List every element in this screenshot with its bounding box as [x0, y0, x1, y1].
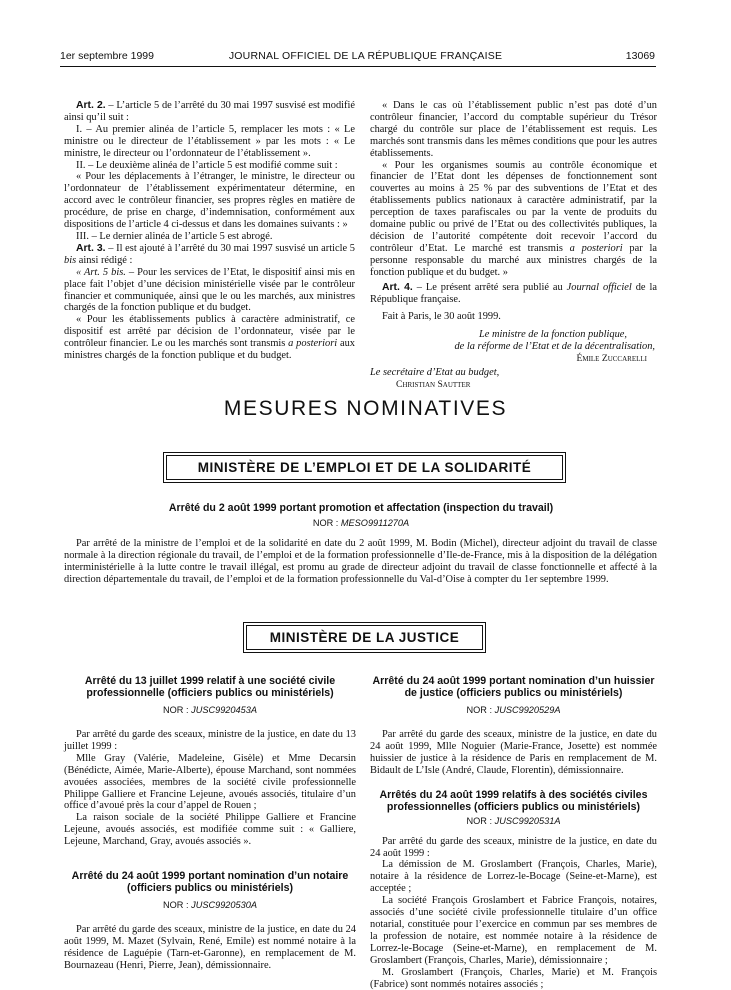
justice-right-column	[370, 675, 657, 990]
arrete-13-juillet-body: Par arrêté du garde des sceaux, ministre de la justice, en date du 13 juillet 1999 : Mlle Gray (Valérie, Madeleine, Gisèle) et Mme Decarsin (Bénédicte, Aimée, Marie-Alberte), épouse Marchand, sont nommées avouées associées, membres de la société civile professionnelle Philippe Galliere et Francine Lejeune, avoués associés, titulaire d’un office d’avoué près la cour d’appel de Rouen ; La raison sociale de la société Philippe Galliere et Francine Lejeune, avoués associés, est modifiée comme suit : « Galliere, Lejeune, Marchand, Gray, avoués associés ».	[64, 729, 356, 848]
section-title: MESURES NOMINATIVES	[223, 397, 508, 420]
emploi-arrete-title: Arrêté du 2 août 1999 portant promotion et affectation (inspection du travail)	[168, 502, 554, 514]
article-4: Art. 4. – Le présent arrêté sera publié au Journal officiel de la République française.	[370, 281, 657, 305]
ministry-emploi-heading: MINISTÈRE DE L’EMPLOI ET DE LA SOLIDARITÉ	[166, 455, 563, 480]
fait-a-paris: Fait à Paris, le 30 août 1999.	[382, 311, 501, 323]
signature-ministre-line-1: Le ministre de la fonction publique,	[479, 329, 627, 341]
arretes-scp-body: Par arrêté du garde des sceaux, ministre de la justice, en date du 24 août 1999 : La démission de M. Groslambert (François, Charles, Marie), notaire à la résidence de Lorrez-le-Bocage (Seine-et-Marne), est acceptée ; La société François Groslambert et Fabrice François, notaires, associés d’une société civile professionnelle titulaire d’un office notarial, constituée pour l’exercice en commun par ses membres de la profession de notaire, est nommée notaire à la résidence de Lorrez-le-Bocage (Seine-et-Marne), en remplacement de M. Groslambert (François, Charles, Marie), démissionnaire ; M. Groslambert (François, Charles, Marie) et M. François (Fabrice) sont nommés notaires associés ;	[370, 835, 657, 990]
header-page-number: 13069	[625, 50, 655, 62]
emploi-body: Par arrêté de la ministre de l’emploi et de la solidarité en date du 2 août 1999, M. Bodin (Michel), directeur adjoint du travail de classe normale à la direction régionale du travail, de l’emploi et de la formation professionnelle d’Ile-de-France, mis à la disposition de la délégation interministérielle à la lutte contre le travail illégal, est promu au grade de directeur adjoint du travail de classe fonctionnelle et affecté à la direction départementale du travail, de l’emploi et de la formation professionnelle du Val-d’Oise à compter du 1er septembre 1999.	[64, 538, 657, 585]
arrete-huissier-title: Arrêté du 24 août 1999 portant nomination d’un huissier de justice (officiers publics ou ministériels)	[372, 675, 655, 699]
article-5-bis-paragraph-2: « Pour les établissements publics à caractère administratif, ce dispositif est arrêté par décision de l’ordonnateur, visée par le contrôleur financier. Le ou les marchés sont transmis a posteriori aux ministres chargés de la fonction publique et du budget.	[64, 314, 355, 362]
arrete-huissier-nor: NOR : JUSC9920529A	[466, 705, 561, 715]
article-2-intro: Art. 2. – L’article 5 de l’arrêté du 30 mai 1997 susvisé est modifié ainsi qu’il suit :	[64, 100, 355, 123]
signature-secretaire-title: Le secrétaire d’Etat au budget,	[370, 367, 500, 379]
article-2-quote: « Pour les déplacements à l’étranger, le ministre, le directeur ou l’ordonnateur de l’établissement expérimentateur détermine, en accord avec le contrôleur financier, ses propres règles en matière de procédure, de prise en charge, d’indemnisation, conformément aux dispositions de l’article 4 ci-dessus et dans les domaines suivants : »	[64, 171, 355, 231]
quote-controleur: « Dans le cas où l’établissement public n’est pas doté d’un contrôleur financier, l’accord du comptable supérieur du Trésor chargé du contrôle sur place de l’établissement est requis. Les marchés sont transmis dans les mêmes conditions que pour les autres établissements.	[370, 100, 657, 159]
quote-organismes: « Pour les organismes soumis au contrôle économique et financier de l’Etat dont les dépenses de fonctionnement sont couvertes au moins à 25 % par des subventions de l’Etat et des établissements publics nationaux à caractère administratif, par la perception de taxes parafiscales ou par la vente de produits du domaine public ou privé de l’Etat ou des collectivités publiques, la décision de l’autorité compétente doit recevoir l’accord du contrôleur d’Etat. Le marché est transmis a posteriori par la personne responsable du marché aux ministres chargés de la fonction publique et du budget. »	[370, 159, 657, 278]
top-left-column	[64, 100, 355, 362]
top-right-column	[370, 100, 657, 391]
ministry-emploi-box	[163, 452, 566, 483]
arrete-13-juillet-nor: NOR : JUSC9920453A	[163, 705, 257, 715]
arretes-scp-title: Arrêtés du 24 août 1999 relatifs à des sociétés civiles professionnelles (officiers publics ou ministériels)	[379, 788, 648, 813]
justice-left-column	[64, 675, 356, 972]
arrete-notaire-nor: NOR : JUSC9920530A	[163, 900, 257, 911]
arrete-notaire-body: Par arrêté du garde des sceaux, ministre de la justice, en date du 24 août 1999, M. Mazet (Sylvain, René, Emile) est nommé notaire à la résidence de Laguépie (Tarn-et-Garonne), en remplacement de M. Bournazeau (Henri, Pierre, Jean), démissionnaire.	[64, 924, 356, 971]
arretes-scp-nor: NOR : JUSC9920531A	[466, 815, 561, 826]
header-journal-title: JOURNAL OFFICIEL DE LA RÉPUBLIQUE FRANÇAISE	[228, 50, 503, 62]
ministry-justice-heading: MINISTÈRE DE LA JUSTICE	[246, 625, 483, 650]
signature-ministre-name: Émile Zuccarelli	[576, 353, 647, 365]
signature-secretaire-name: Christian Sautter	[396, 378, 471, 390]
header-date: 1er septembre 1999	[60, 50, 154, 62]
arrete-notaire-title: Arrêté du 24 août 1999 portant nomination d’un notaire (officiers publics ou ministériels)	[71, 870, 349, 895]
emploi-nor: NOR : MESO9911270A	[312, 518, 410, 528]
arrete-13-juillet-title: Arrêté du 13 juillet 1999 relatif à une société civile professionnelle (officiers publics ou ministériels)	[84, 675, 336, 699]
signature-ministre-line-2: de la réforme de l’Etat et de la décentralisation,	[454, 341, 655, 353]
header-rule	[60, 66, 656, 67]
ministry-justice-box	[243, 622, 486, 653]
arrete-huissier-body: Par arrêté du garde des sceaux, ministre de la justice, en date du 24 août 1999, Mlle Noguier (Marie-France, Josette) est nommée huissier de justice à la résidence de Paris en remplacement de M. Bidault de L’Isle (André, Claude, Florentin), démissionnaire.	[370, 729, 657, 776]
article-2-paragraph-3: III. – Le dernier alinéa de l’article 5 est abrogé.	[76, 230, 273, 242]
article-2-paragraph-1: I. – Au premier alinéa de l’article 5, remplacer les mots : « Le ministre ou le directeur de l’établissement » par les mots : « Le ministre, le directeur ou l’ordonnateur de l’établissement ».	[64, 123, 355, 159]
article-2-paragraph-2: II. – Le deuxième alinéa de l’article 5 est modifié comme suit :	[76, 159, 338, 171]
article-3-intro: Art. 3. – Il est ajouté à l’arrêté du 30 mai 1997 susvisé un article 5 bis ainsi rédigé :	[64, 242, 355, 266]
article-5-bis-text: « Art. 5 bis. – Pour les services de l’Etat, le dispositif ainsi mis en place fait l’objet d’une décision ministérielle visée par le contrôleur financier et communiquée, ainsi que le ou les marchés, aux ministres chargés de la fonction publique et du budget.	[64, 266, 356, 314]
